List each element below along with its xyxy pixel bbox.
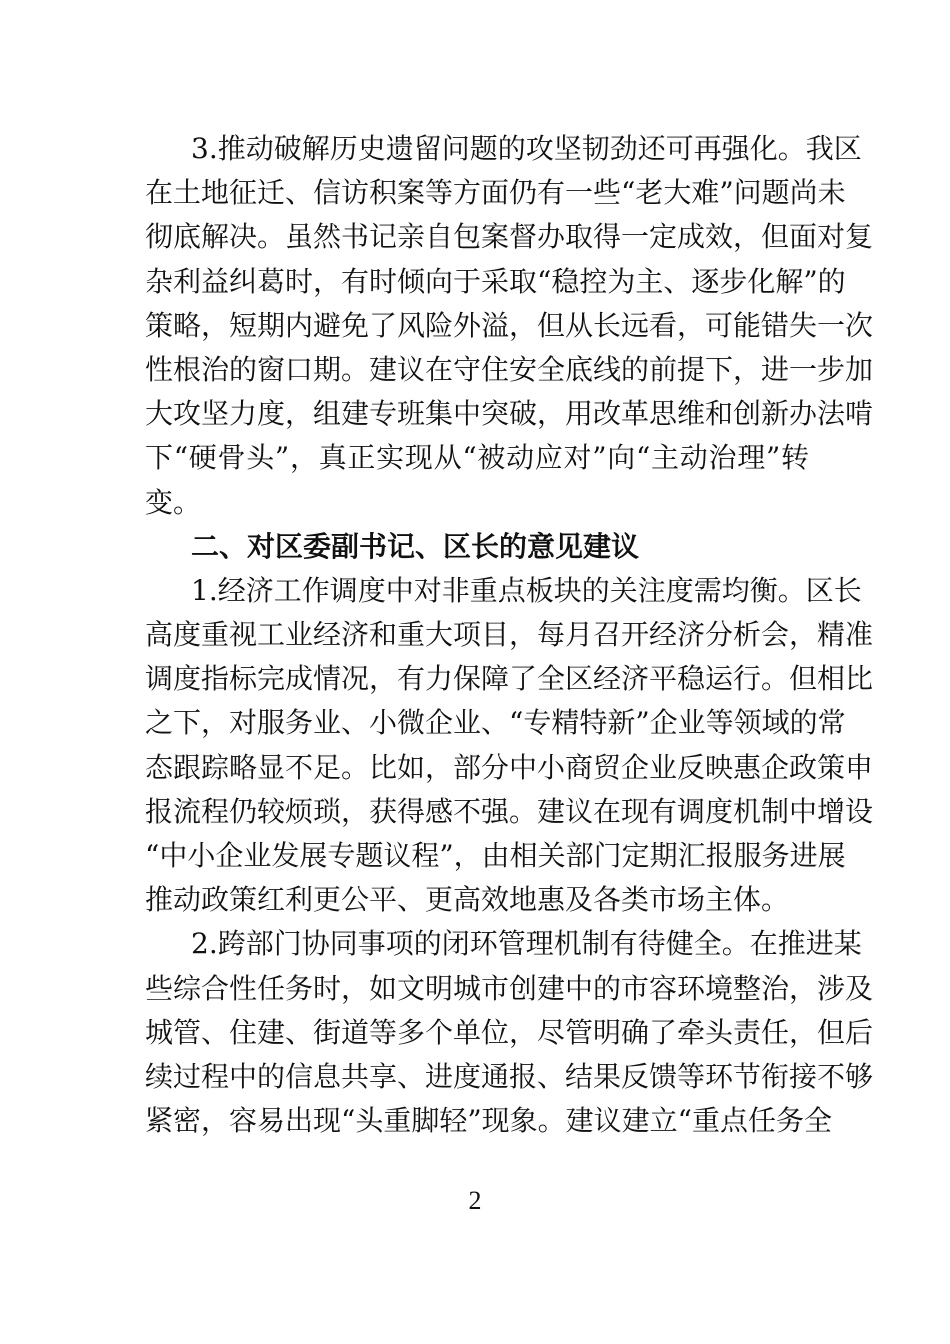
document-body	[145, 127, 874, 1143]
text-line: 高度重视工业经济和重大项目，每月召开经济分析会，精准	[145, 618, 874, 652]
paragraph	[145, 922, 874, 1143]
text-line: 策略，短期内避免了风险外溢，但从长远看，可能错失一次	[145, 308, 874, 342]
text-line: 推动政策红利更公平、更高效地惠及各类市场主体。	[145, 883, 790, 917]
text-line: 大攻坚力度，组建专班集中突破，用改革思维和创新办法啃	[145, 397, 874, 431]
text-line: 3.推动破解历史遗留问题的攻坚韧劲还可再强化。我区	[191, 132, 862, 165]
text-line: 报流程仍较烦琐，获得感不强。建议在现有调度机制中增设	[145, 794, 874, 828]
text-line: 调度指标完成情况，有力保障了全区经济平稳运行。但相比	[145, 662, 874, 696]
text-line: 彻底解决。虽然书记亲自包案督办取得一定成效，但面对复	[145, 220, 874, 254]
section-heading	[145, 525, 809, 569]
text-line: 1.经济工作调度中对非重点板块的关注度需均衡。区长	[191, 573, 862, 607]
text-line: 态跟踪略显不足。比如，部分中小商贸企业反映惠企政策申	[145, 750, 874, 784]
heading-text: 二、对区委副书记、区长的意见建议	[191, 529, 640, 563]
text-line: 之下，对服务业、小微企业、“专精特新”企业等领域的常	[145, 706, 846, 740]
page-number: 2	[468, 1186, 482, 1215]
paragraph	[145, 569, 874, 923]
text-line: 续过程中的信息共享、进度通报、结果反馈等环节衔接不够	[145, 1059, 874, 1093]
text-line: 性根治的窗口期。建议在守住安全底线的前提下，进一步加	[145, 352, 874, 386]
text-line: 杂利益纠葛时，有时倾向于采取“稳控为主、逐步化解”的	[145, 264, 846, 298]
text-line: 些综合性任务时，如文明城市创建中的市容环境整治，涉及	[145, 971, 874, 1005]
text-line: 变。	[145, 485, 202, 519]
text-line: “中小企业发展专题议程”，由相关部门定期汇报服务进展	[145, 839, 846, 872]
text-line: 城管、住建、街道等多个单位，尽管明确了牵头责任，但后	[145, 1015, 874, 1049]
paragraph	[145, 127, 874, 525]
text-line: 2.跨部门协同事项的闭环管理机制有待健全。在推进某	[191, 927, 862, 961]
text-line: 在土地征迁、信访积案等方面仍有一些“老大难”问题尚未	[145, 176, 846, 210]
text-line: 下“硬骨头”，真正实现从“被动应对”向“主动治理”转	[145, 441, 809, 475]
text-line: 紧密，容易出现“头重脚轻”现象。建议建立“重点任务全	[145, 1104, 832, 1138]
